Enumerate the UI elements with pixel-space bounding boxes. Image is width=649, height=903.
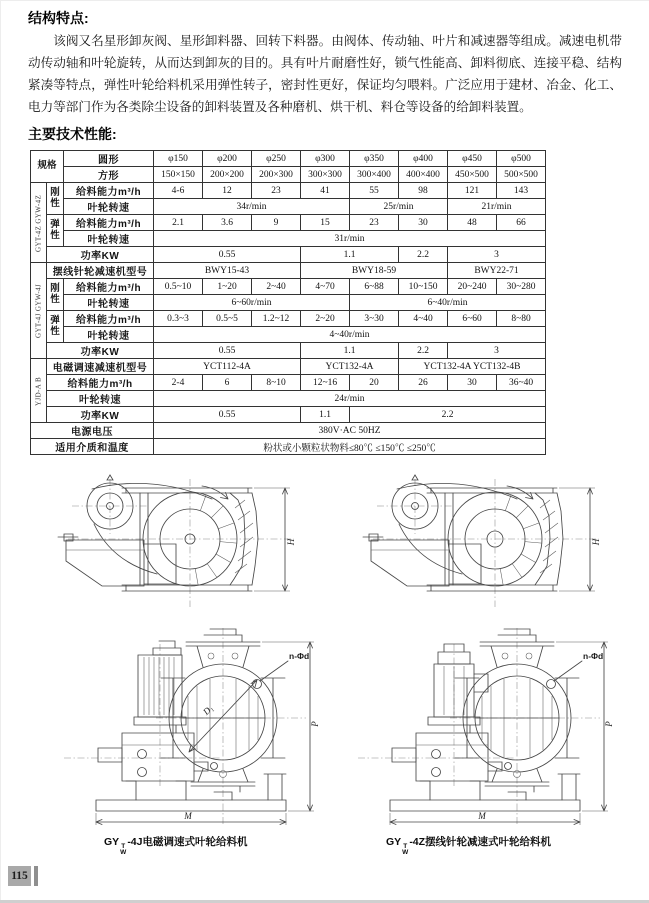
caption-rest: -4Z摆线针轮减速式叶轮给料机: [409, 836, 552, 848]
table-cell: YCT112-4A: [154, 359, 301, 375]
svg-text:D₁: D₁: [200, 702, 215, 717]
table-cell: 400×400: [399, 167, 448, 183]
table-cell: 功率KW: [47, 247, 154, 263]
table-cell: 1.1: [301, 343, 399, 359]
table-cell: 4~70: [301, 279, 350, 295]
drawing-side-view-left: [52, 466, 307, 651]
caption-prefix: GY: [386, 836, 402, 848]
table-cell: GYT-4Z GYW-4Z: [31, 183, 47, 263]
table-cell: 23: [350, 215, 399, 231]
table-cell: 30: [399, 215, 448, 231]
table-cell: 叶轮转速: [64, 327, 154, 343]
table-cell: 6: [203, 375, 252, 391]
table-cell: 2.2: [350, 407, 546, 423]
drawing-front-view-left: [58, 626, 333, 831]
table-cell: φ400: [399, 151, 448, 167]
table-cell: 给料能力m³/h: [47, 375, 154, 391]
table-cell: 电源电压: [31, 423, 154, 439]
table-cell: 给料能力m³/h: [64, 183, 154, 199]
table-cell: 380V·AC 50HZ: [154, 423, 546, 439]
table-cell: 10~150: [399, 279, 448, 295]
svg-text:P: P: [604, 721, 614, 727]
table-cell: 0.5~10: [154, 279, 203, 295]
table-cell: 0.55: [154, 247, 301, 263]
svg-text:M: M: [478, 811, 486, 821]
table-cell: YCT132-4A YCT132-4B: [399, 359, 546, 375]
table-cell: 3~30: [350, 311, 399, 327]
table-cell: 1.1: [301, 247, 399, 263]
table-cell: 48: [448, 215, 497, 231]
svg-text:n-Φd: n-Φd: [583, 651, 604, 661]
table-cell: 25r/min: [350, 199, 448, 215]
drawing-front-view-right: [352, 626, 627, 831]
table-cell: φ150: [154, 151, 203, 167]
table-cell: 电磁调速减速机型号: [47, 359, 154, 375]
table-cell: 2-4: [154, 375, 203, 391]
table-cell: 1.2~12: [252, 311, 301, 327]
table-cell: 200×300: [252, 167, 301, 183]
table-cell: φ500: [497, 151, 546, 167]
table-cell: 66: [497, 215, 546, 231]
table-cell: 功率KW: [47, 343, 154, 359]
table-cell: 4~40r/min: [154, 327, 546, 343]
table-cell: 1.1: [301, 407, 350, 423]
table-cell: 圆形: [64, 151, 154, 167]
table-cell: 26: [399, 375, 448, 391]
table-cell: 6~60r/min: [154, 295, 350, 311]
table-cell: 15: [301, 215, 350, 231]
table-cell: 刚性: [47, 279, 64, 311]
spec-table: [30, 150, 546, 455]
table-cell: 2~20: [301, 311, 350, 327]
table-cell: 给料能力m³/h: [64, 279, 154, 295]
table-cell: 2.1: [154, 215, 203, 231]
table-cell: φ200: [203, 151, 252, 167]
table-cell: φ450: [448, 151, 497, 167]
table-cell: 6~60: [448, 311, 497, 327]
table-cell: BWY15-43: [154, 263, 301, 279]
table-cell: 6~88: [350, 279, 399, 295]
table-cell: 3: [448, 343, 546, 359]
table-cell: 2.2: [399, 247, 448, 263]
caption-type-stack: T W: [402, 843, 409, 856]
table-cell: 12~16: [301, 375, 350, 391]
svg-text:H: H: [591, 538, 601, 546]
svg-text:H: H: [286, 538, 296, 546]
page-number-badge: 115: [8, 866, 31, 886]
caption-rest: -4J电磁调速式叶轮给料机: [127, 836, 248, 848]
table-cell: 121: [448, 183, 497, 199]
table-cell: 30~280: [497, 279, 546, 295]
page-number-bar: [34, 866, 38, 886]
table-cell: 叶轮转速: [64, 231, 154, 247]
table-cell: 300×300: [301, 167, 350, 183]
table-cell: 21r/min: [448, 199, 546, 215]
table-cell: φ300: [301, 151, 350, 167]
table-cell: 41: [301, 183, 350, 199]
table-cell: 刚性: [47, 183, 64, 215]
table-cell: 给料能力m³/h: [64, 215, 154, 231]
table-cell: 150×150: [154, 167, 203, 183]
table-cell: 8~80: [497, 311, 546, 327]
table-cell: 31r/min: [154, 231, 546, 247]
table-cell: 450×500: [448, 167, 497, 183]
table-cell: 34r/min: [154, 199, 350, 215]
table-cell: φ350: [350, 151, 399, 167]
table-cell: φ250: [252, 151, 301, 167]
table-cell: 2.2: [399, 343, 448, 359]
table-cell: YCT132-4A: [301, 359, 399, 375]
section-title-structure: 结构特点:: [28, 10, 89, 26]
caption-right-drawing: [386, 834, 551, 856]
table-cell: 弹性: [47, 215, 64, 247]
table-cell: GYT-4J GYW-4J: [31, 263, 47, 359]
drawing-side-view-right: [357, 466, 612, 651]
table-cell: 适用介质和温度: [31, 439, 154, 455]
table-cell: 24r/min: [154, 391, 546, 407]
table-cell: 0.55: [154, 407, 301, 423]
table-cell: 1~20: [203, 279, 252, 295]
table-cell: 143: [497, 183, 546, 199]
table-cell: 23: [252, 183, 301, 199]
svg-text:n-Φd: n-Φd: [289, 651, 310, 661]
table-cell: 20: [350, 375, 399, 391]
svg-text:P: P: [310, 721, 320, 727]
table-cell: 8~10: [252, 375, 301, 391]
caption-left-drawing: [104, 834, 248, 856]
caption-type-stack: T W: [120, 843, 127, 856]
table-cell: 30: [448, 375, 497, 391]
table-cell: 2~40: [252, 279, 301, 295]
table-cell: 0.5~5: [203, 311, 252, 327]
table-cell: 200×200: [203, 167, 252, 183]
svg-text:M: M: [184, 811, 192, 821]
table-cell: 4~40: [399, 311, 448, 327]
table-cell: 叶轮转速: [64, 199, 154, 215]
table-cell: 弹性: [47, 311, 64, 343]
structure-paragraph: 该阀又名星形卸灰阀、星形卸料器、回转下料器。由阀体、传动轴、叶片和减速器等组成。减速电机带动传动轴和叶轮旋转，从而达到卸灰的目的。具有叶片耐磨性好，锁气性能高、卸料彻底、连接平稳、结构紧凑等特点，弹性叶轮给料机采用弹性转子，密封性更好，保证均匀喂料。广泛应用于建材、冶金、化工、电力等部门作为各类除尘设备的卸料装置及各种磨机、烘干机、料仓等设备的给卸料装置。: [28, 34, 622, 114]
table-cell: BWY18-59: [301, 263, 448, 279]
table-cell: 300×400: [350, 167, 399, 183]
table-cell: 500×500: [497, 167, 546, 183]
table-cell: 粉状或小颗粒状物料≤80℃ ≤150℃ ≤250℃: [154, 439, 546, 455]
caption-prefix: GY: [104, 836, 120, 848]
table-cell: 20~240: [448, 279, 497, 295]
table-cell: 叶轮转速: [64, 295, 154, 311]
table-cell: BWY22-71: [448, 263, 546, 279]
table-cell: 方形: [64, 167, 154, 183]
table-cell: 0.55: [154, 343, 301, 359]
table-cell: 0.3~3: [154, 311, 203, 327]
table-cell: 4-6: [154, 183, 203, 199]
table-cell: 12: [203, 183, 252, 199]
table-cell: 98: [399, 183, 448, 199]
table-cell: 3.6: [203, 215, 252, 231]
table-cell: YJD-A B: [31, 359, 47, 423]
table-cell: 55: [350, 183, 399, 199]
table-cell: 3: [448, 247, 546, 263]
table-cell: 功率KW: [47, 407, 154, 423]
table-cell: 6~40r/min: [350, 295, 546, 311]
table-cell: 36~40: [497, 375, 546, 391]
table-cell: 规格: [31, 151, 64, 183]
table-cell: 摆线针轮减速机型号: [47, 263, 154, 279]
table-cell: 叶轮转速: [47, 391, 154, 407]
table-cell: 9: [252, 215, 301, 231]
table-cell: 给料能力m³/h: [64, 311, 154, 327]
section-title-performance: 主要技术性能:: [28, 126, 117, 142]
